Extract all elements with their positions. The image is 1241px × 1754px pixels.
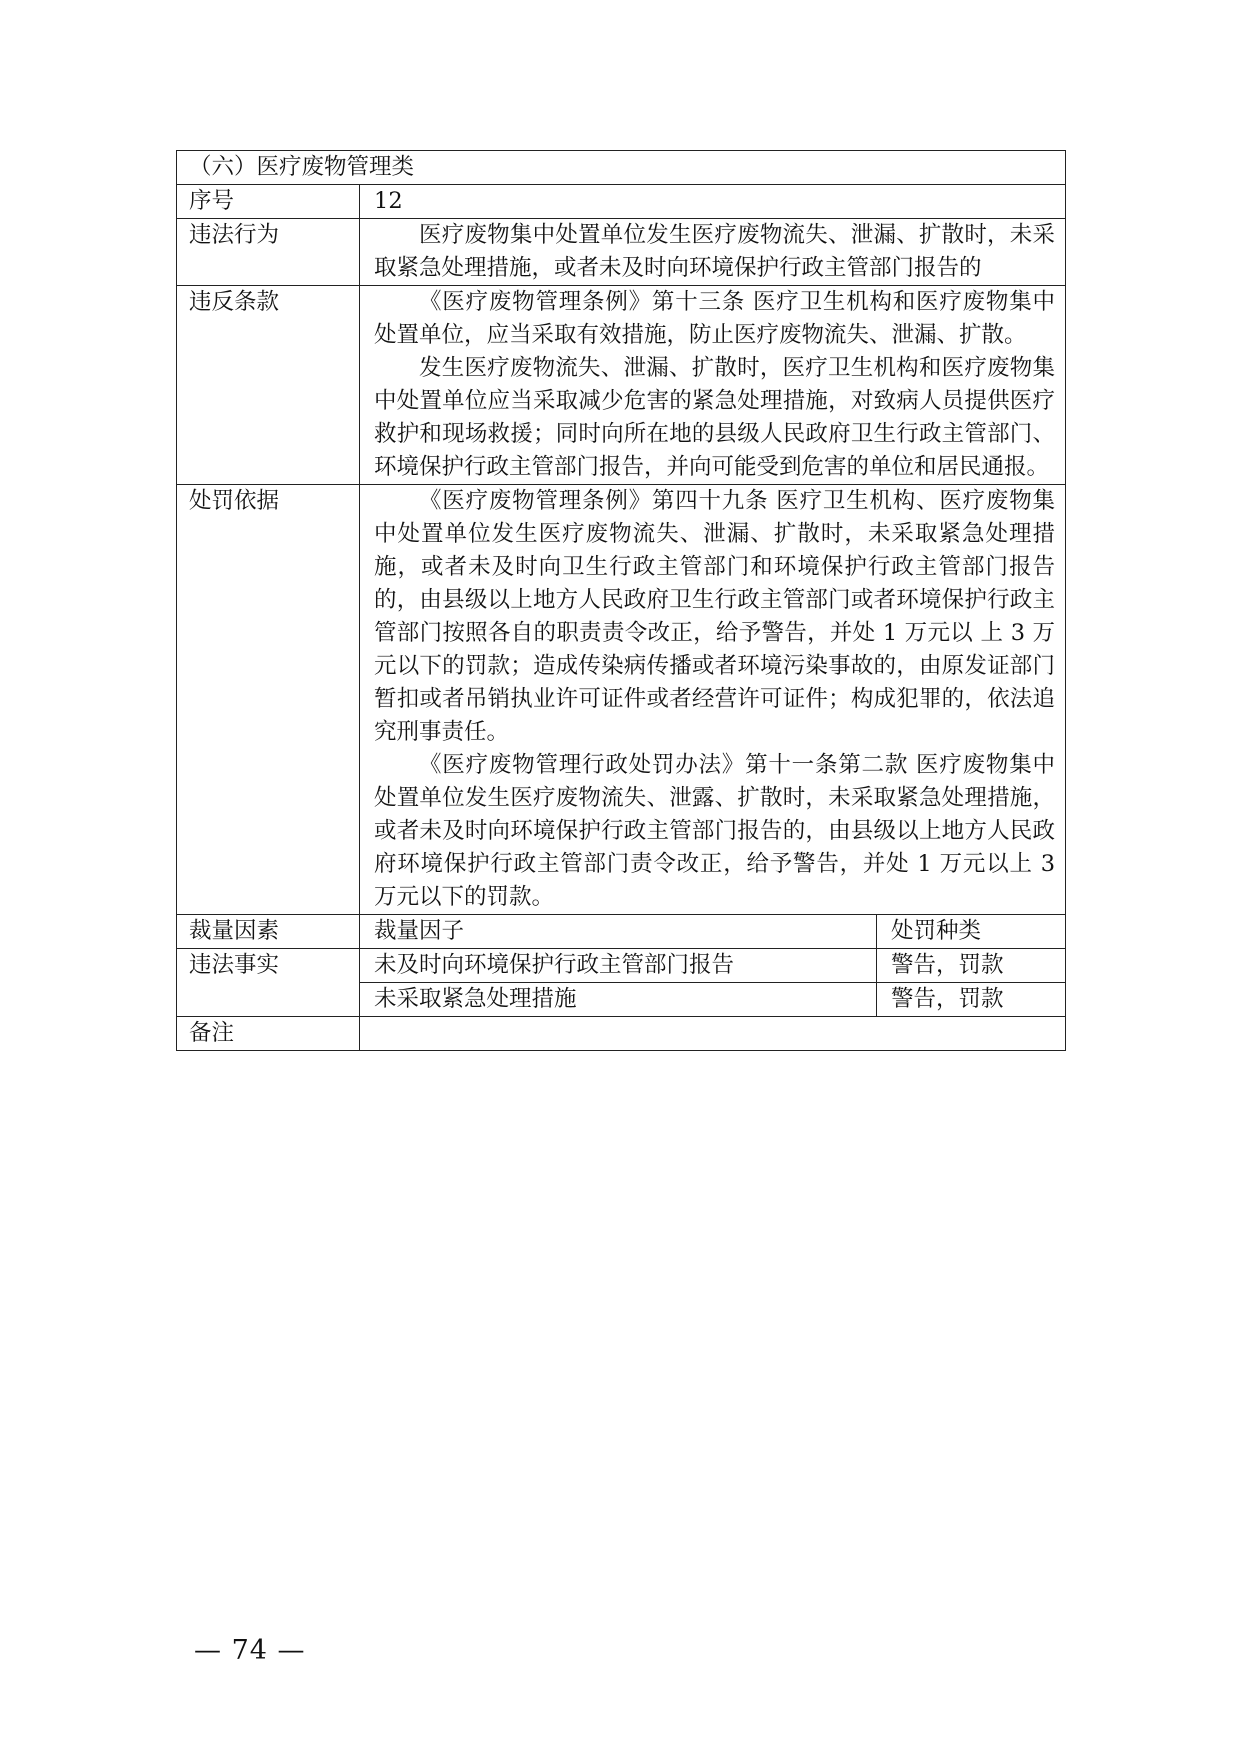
violation-text: 医疗废物集中处置单位发生医疗废物流失、泄漏、扩散时，未采取紧急处理措施，或者未及时向环境保护行政主管部门报告的 — [374, 222, 1056, 281]
serial-row — [177, 185, 1066, 219]
facts-row — [177, 949, 1066, 983]
violation-cell — [360, 219, 1066, 286]
clause-paragraph: 发生医疗废物流失、泄漏、扩散时，医疗卫生机构和医疗废物集中处置单位应当采取减少危害的紧急处理措施，对致病人员提供医疗救护和现场救援；同时向所在地的县级人民政府卫生行政主管部门、环境保护行政主管部门报告，并向可能受到危害的单位和居民通报。 — [374, 355, 1056, 480]
basis-cell — [360, 485, 1066, 915]
factor-header: 裁量因子 — [360, 915, 877, 949]
basis-row — [177, 485, 1066, 915]
basis-paragraph: 《医疗废物管理行政处罚办法》第十一条第二款 医疗废物集中处置单位发生医疗废物流失、泄露、扩散时，未采取紧急处理措施，或者未及时向环境保护行政主管部门报告的，由县级以上地方人民政府环境保护行政主管部门责令改正，给予警告，并处 1 万元以上 3 万元以下的罚款。 — [374, 752, 1056, 910]
discretion-label: 裁量因素 — [177, 915, 360, 949]
penalty-discretion-table — [176, 150, 1066, 1051]
section-heading-row — [177, 151, 1066, 185]
remarks-row — [177, 1017, 1066, 1051]
fact-factor: 未采取紧急处理措施 — [360, 983, 877, 1017]
fact-penalty: 警告，罚款 — [877, 949, 1066, 983]
remarks-label: 备注 — [177, 1017, 360, 1051]
clause-paragraph: 《医疗废物管理条例》第十三条 医疗卫生机构和医疗废物集中处置单位，应当采取有效措施，防止医疗废物流失、泄漏、扩散。 — [374, 289, 1056, 348]
serial-value: 12 — [360, 185, 1066, 219]
fact-penalty: 警告，罚款 — [877, 983, 1066, 1017]
clause-label: 违反条款 — [177, 286, 360, 485]
basis-paragraph: 《医疗废物管理条例》第四十九条 医疗卫生机构、医疗废物集中处置单位发生医疗废物流失、泄漏、扩散时，未采取紧急处理措施，或者未及时向卫生行政主管部门和环境保护行政主管部门报告的，由县级以上地方人民政府卫生行政主管部门或者环境保护行政主管部门按照各自的职责责令改正，给予警告，并处 1 万元以 上 3 万元以下的罚款；造成传染病传播或者环境污染事故的，由原发证部门暂扣或者吊销执业许可证件或者经营许可证件；构成犯罪的，依法追究刑事责任。 — [374, 488, 1056, 745]
serial-label: 序号 — [177, 185, 360, 219]
basis-label: 处罚依据 — [177, 485, 360, 915]
clause-cell — [360, 286, 1066, 485]
violation-label: 违法行为 — [177, 219, 360, 286]
facts-label: 违法事实 — [177, 949, 360, 1017]
page-number: — 74 — — [194, 1635, 306, 1666]
violation-row — [177, 219, 1066, 286]
remarks-value — [360, 1017, 1066, 1051]
discretion-row — [177, 915, 1066, 949]
penalty-header: 处罚种类 — [877, 915, 1066, 949]
clause-row — [177, 286, 1066, 485]
fact-factor: 未及时向环境保护行政主管部门报告 — [360, 949, 877, 983]
section-heading: （六）医疗废物管理类 — [177, 151, 1066, 185]
